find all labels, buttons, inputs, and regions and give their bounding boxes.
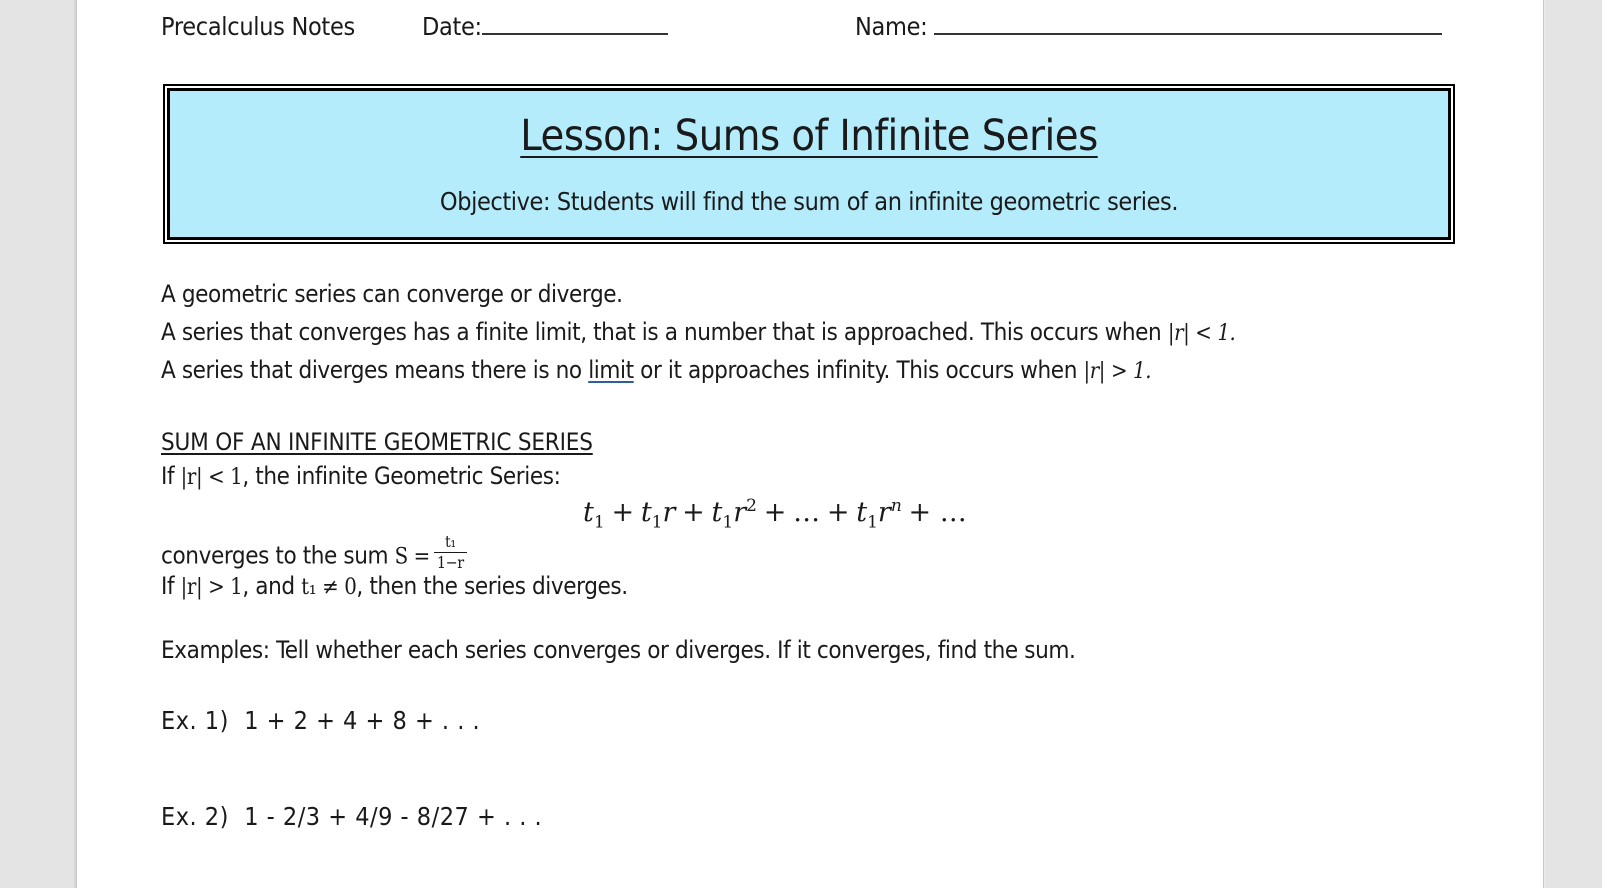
example-2-label: Ex. 2) [161, 802, 229, 831]
converges-line [161, 532, 467, 577]
term-exp: n [890, 496, 902, 516]
example-2 [161, 802, 542, 831]
diverge-math-2: t₁ ≠ 0 [301, 575, 357, 600]
section-heading: SUM OF AN INFINITE GEOMETRIC SERIES [161, 428, 593, 456]
converges-text: converges to the sum [161, 541, 395, 570]
term-sub: 1 [593, 512, 605, 533]
condition-line [161, 462, 560, 490]
limit-link[interactable]: limit [588, 356, 634, 384]
example-1-label: Ex. 1) [161, 706, 229, 735]
diverge-pre: If [161, 572, 181, 600]
name-field [855, 12, 1442, 41]
document-page [77, 0, 1543, 888]
lesson-box [163, 84, 1455, 244]
condition-post: , the infinite Geometric Series: [242, 462, 561, 490]
intro-line-2 [161, 318, 1235, 346]
date-field [422, 12, 668, 41]
intro-line-2-math: |r| < 1. [1167, 321, 1236, 346]
term-exp: 2 [746, 496, 757, 516]
intro-line-3-pre: A series that diverges means there is no [161, 356, 589, 384]
lesson-box-inner [167, 88, 1451, 240]
term-t: t [583, 497, 594, 528]
term-r: r [733, 497, 747, 528]
date-blank-line [482, 33, 668, 35]
diverge-post: , then the series diverges. [356, 572, 628, 600]
diverge-math-1: |r| > 1 [180, 575, 243, 600]
plus-sign: + [826, 497, 850, 528]
term-sub: 1 [867, 512, 878, 533]
intro-line-3-math: |r| > 1. [1083, 359, 1152, 384]
term-t: t [640, 497, 652, 528]
sum-numerator: t₁ [434, 532, 467, 553]
sum-fraction [434, 532, 467, 573]
lesson-title [170, 111, 1448, 161]
series-formula [583, 496, 967, 532]
term-t: t [711, 497, 723, 528]
term-t: t [856, 497, 868, 528]
condition-math: |r| < 1 [180, 465, 243, 490]
plus-sign: + [763, 497, 787, 528]
diverge-mid: , and [242, 572, 302, 600]
examples-instruction: Examples: Tell whether each series converges or diverges. If it converges, find the sum. [161, 636, 1076, 664]
lesson-title-text: Lesson: Sums of Infinite Series [520, 111, 1098, 161]
term-r: r [877, 497, 891, 528]
course-title: Precalculus Notes [161, 12, 355, 41]
trailing-ellipsis: + … [908, 497, 967, 528]
intro-line-1: A geometric series can converge or diverge. [161, 280, 623, 308]
term-sub: 1 [651, 512, 663, 533]
example-2-series: 1 - 2/3 + 4/9 - 8/27 + . . . [244, 802, 543, 831]
ellipsis: … [793, 497, 821, 528]
example-1 [161, 706, 480, 735]
intro-line-3 [161, 356, 1151, 384]
diverge-line [161, 572, 628, 600]
example-1-series: 1 + 2 + 4 + 8 + . . . [244, 706, 481, 735]
plus-sign: + [611, 497, 635, 528]
name-label: Name: [855, 12, 928, 41]
sum-lhs: S = [394, 544, 430, 570]
intro-line-2-text: A series that converges has a finite limit, that is a number that is approached. This occurs when [161, 318, 1168, 346]
condition-pre: If [161, 462, 181, 490]
lesson-objective: Objective: Students will find the sum of an infinite geometric series. [439, 187, 1179, 216]
intro-line-3-post: or it approaches infinity. This occurs when [633, 356, 1084, 384]
plus-sign: + [682, 497, 705, 528]
sum-denominator: 1−r [436, 553, 464, 572]
name-blank-line [934, 33, 1442, 35]
date-label: Date: [422, 12, 482, 41]
term-sub: 1 [722, 512, 734, 533]
term-r: r [662, 497, 676, 528]
